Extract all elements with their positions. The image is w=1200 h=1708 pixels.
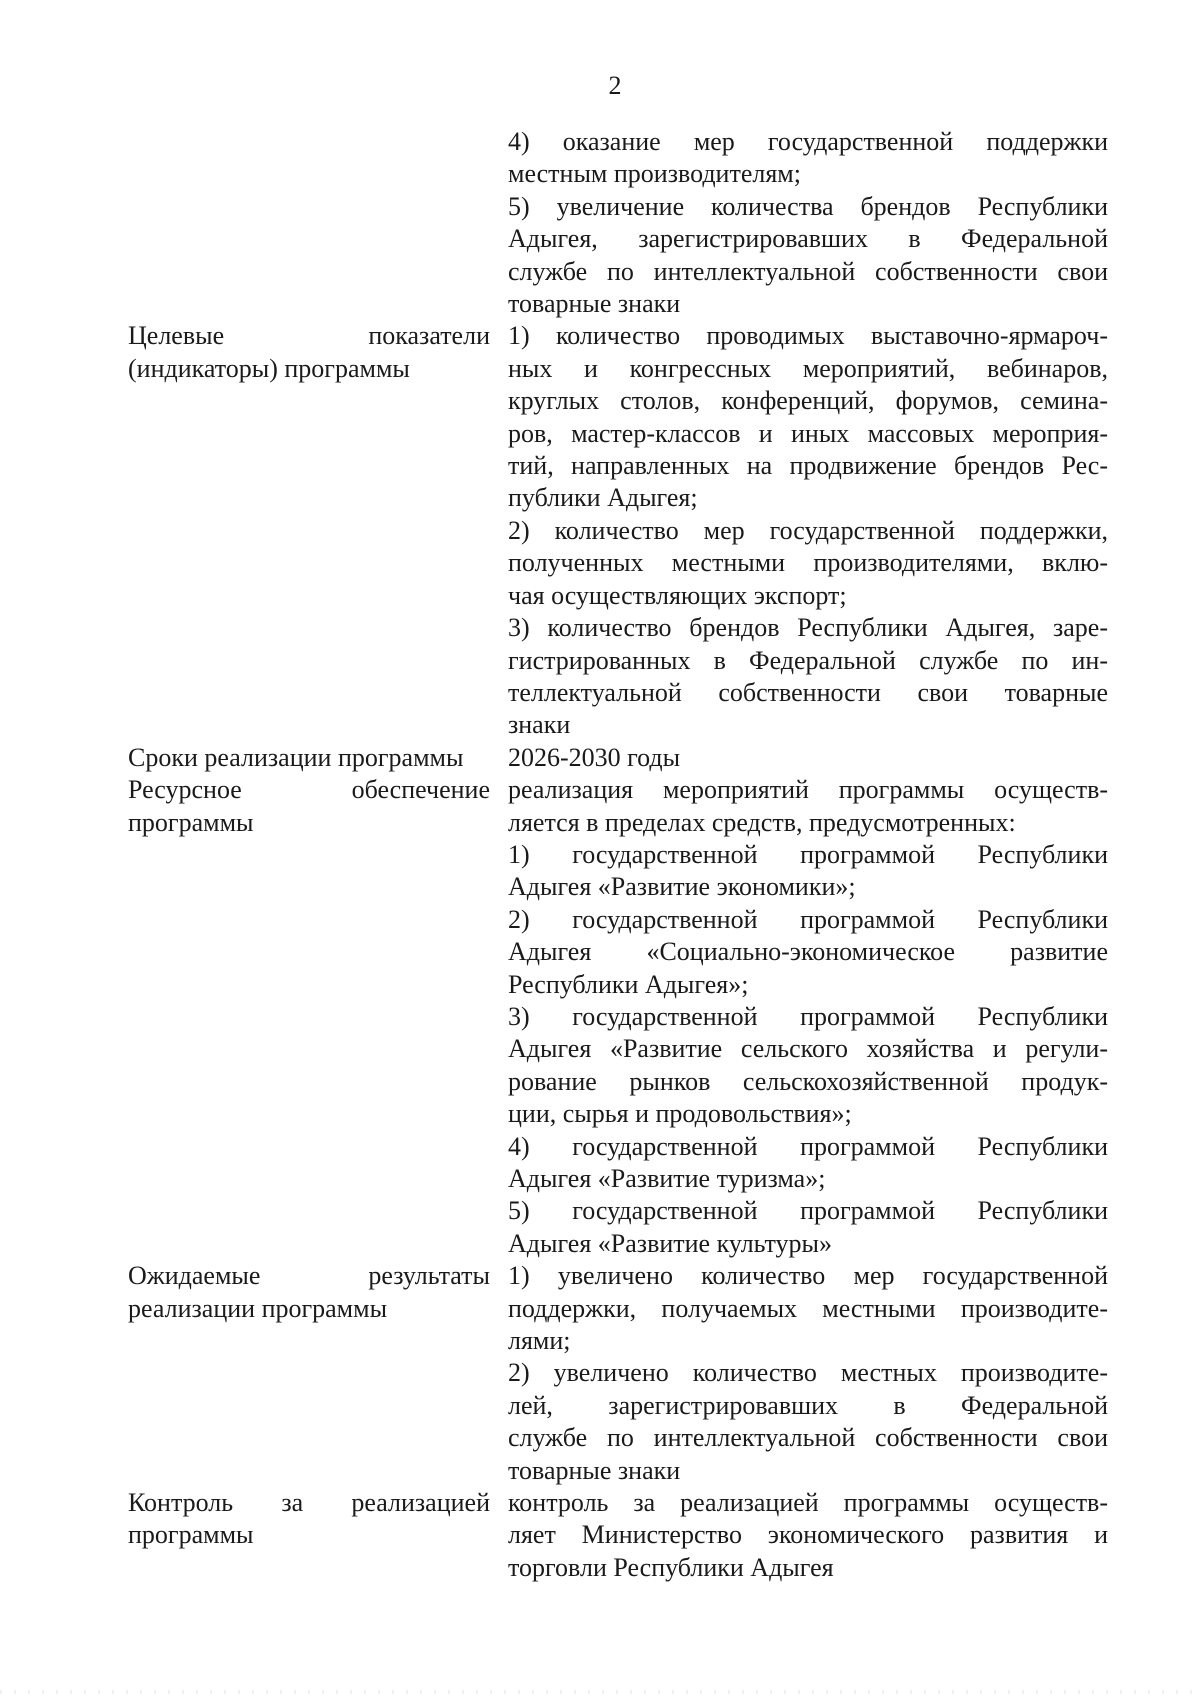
value-paragraph <box>508 1357 1108 1487</box>
value-line: лей, зарегистрировавших в Федеральной <box>508 1390 1108 1420</box>
value-line: 2026-2030 годы <box>508 742 681 772</box>
value-paragraph <box>508 1195 1108 1260</box>
value-line: ляет Министерство экономического развития и <box>508 1520 1108 1550</box>
value-line: гистрированных в Федеральной службе по ин- <box>508 645 1108 675</box>
value-line: 5) государственной программой Республики <box>508 1196 1108 1226</box>
value-paragraph <box>508 515 1108 612</box>
value-paragraph <box>508 126 1108 191</box>
value-paragraph <box>508 1487 1108 1584</box>
row-label <box>128 742 490 774</box>
value-line: Адыгея «Развитие туризма»; <box>508 1164 826 1193</box>
value-line: службе по интеллектуальной собственности свои <box>508 1423 1108 1453</box>
value-line: знаки <box>508 710 571 740</box>
row-value <box>508 320 1108 741</box>
value-line: реализация мероприятий программы осуществ- <box>508 775 1108 805</box>
value-line: товарные знаки <box>508 289 681 319</box>
value-line: службе по интеллектуальной собственности свои <box>508 256 1108 286</box>
value-paragraph <box>508 320 1108 514</box>
page-number: 2 <box>608 71 622 100</box>
row-value <box>508 774 1108 1260</box>
row-label-line: программы <box>128 807 254 837</box>
scan-artifact-strip <box>0 1690 1200 1694</box>
value-line: ляется в пределах средств, предусмотренных: <box>508 807 1016 837</box>
value-line: Адыгея «Развитие культуры» <box>508 1228 833 1258</box>
value-line: ции, сырья и продовольствия»; <box>508 1099 852 1129</box>
value-line: 2) государственной программой Республики <box>508 904 1108 934</box>
passport-row-implementation-period <box>128 742 1108 774</box>
value-line: 3) количество брендов Республики Адыгея, заре- <box>508 613 1108 643</box>
value-line: 2) увеличено количество местных производите- <box>508 1358 1108 1388</box>
value-paragraph <box>508 839 1108 904</box>
value-line: Адыгея «Социально-экономическое развитие <box>508 937 1108 967</box>
value-line: 4) оказание мер государственной поддержки <box>508 127 1108 156</box>
passport-row-expected-results <box>128 1260 1108 1487</box>
value-line: 5) увеличение количества брендов Республики <box>508 191 1108 221</box>
value-line: теллектуальной собственности свои товарные <box>508 677 1108 707</box>
value-paragraph <box>508 904 1108 1001</box>
row-label <box>128 1487 490 1552</box>
value-line: 1) количество проводимых выставочно-ярмароч- <box>508 321 1108 351</box>
row-label-line: Сроки реализации программы <box>128 742 464 772</box>
row-value <box>508 1260 1108 1487</box>
value-line: Адыгея «Развитие сельского хозяйства и регули- <box>508 1034 1108 1064</box>
row-label <box>128 320 490 385</box>
value-line: Республики Адыгея»; <box>508 969 749 999</box>
row-value <box>508 1487 1108 1584</box>
passport-row-tasks-continued <box>128 126 1108 320</box>
value-line: 4) государственной программой Республики <box>508 1131 1108 1161</box>
program-passport-table <box>128 126 1108 1584</box>
passport-row-resource-provision <box>128 774 1108 1260</box>
row-label-line: реализации программы <box>128 1293 388 1323</box>
value-paragraph <box>508 612 1108 742</box>
value-line: ных и конгрессных мероприятий, вебинаров, <box>508 353 1108 383</box>
value-line: лями; <box>508 1326 571 1356</box>
value-line: местным производителям; <box>508 159 801 189</box>
row-label-line: (индикаторы) программы <box>128 353 410 383</box>
row-value <box>508 126 1108 320</box>
value-line: контроль за реализацией программы осуществ- <box>508 1488 1108 1518</box>
value-paragraph <box>508 774 1108 839</box>
value-line: 1) государственной программой Республики <box>508 839 1108 869</box>
value-paragraph <box>508 1131 1108 1196</box>
value-line: публики Адыгея; <box>508 483 698 513</box>
row-label <box>128 1260 490 1325</box>
value-line: 3) государственной программой Республики <box>508 1001 1108 1031</box>
value-paragraph <box>508 1001 1108 1131</box>
value-line: 2) количество мер государственной поддержки, <box>508 515 1108 545</box>
value-line: круглых столов, конференций, форумов, семина- <box>508 386 1108 416</box>
row-value <box>508 742 1108 774</box>
value-line: торговли Республики Адыгея <box>508 1552 834 1582</box>
value-line: 1) увеличено количество мер государственной <box>508 1261 1108 1291</box>
value-line: Адыгея, зарегистрировавших в Федеральной <box>508 224 1108 254</box>
value-paragraph <box>508 742 1108 774</box>
row-label-line: Ожидаемые результаты <box>128 1261 490 1291</box>
value-line: поддержки, получаемых местными производите- <box>508 1293 1108 1323</box>
value-line: Адыгея «Развитие экономики»; <box>508 872 856 902</box>
row-label-line: Контроль за реализацией <box>128 1488 490 1518</box>
value-line: чая осуществляющих экспорт; <box>508 580 847 610</box>
row-label <box>128 774 490 839</box>
passport-row-implementation-control <box>128 1487 1108 1584</box>
value-paragraph <box>508 1260 1108 1357</box>
value-line: полученных местными производителями, вклю- <box>508 548 1108 578</box>
row-label-line: программы <box>128 1520 254 1550</box>
value-line: рование рынков сельскохозяйственной продук- <box>508 1066 1108 1096</box>
row-label-line: Целевые показатели <box>128 321 490 351</box>
value-line: товарные знаки <box>508 1455 681 1485</box>
value-line: тий, направленных на продвижение брендов Рес- <box>508 451 1108 481</box>
row-label-line: Ресурсное обеспечение <box>128 775 490 805</box>
passport-row-target-indicators <box>128 320 1108 741</box>
value-paragraph <box>508 191 1108 321</box>
value-line: ров, мастер-классов и иных массовых мероприя- <box>508 418 1108 448</box>
